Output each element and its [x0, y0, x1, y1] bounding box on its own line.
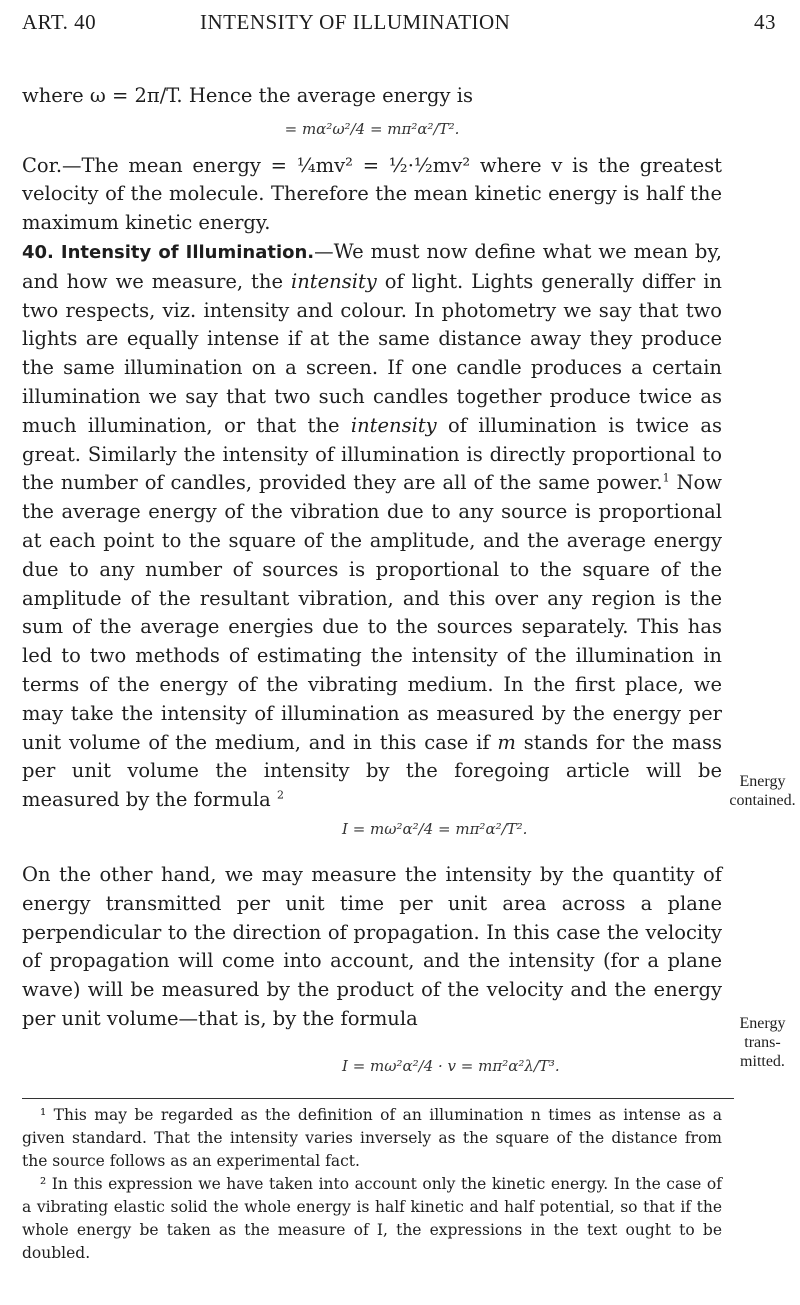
- equation-energy-transmitted-row: [22, 1034, 722, 1098]
- margin-note-energy-transmitted: Energy trans- mitted.: [739, 1015, 786, 1070]
- equation-average-energy: = mα²ω²/4 = mπ²α²/T².: [284, 119, 460, 138]
- main-text: [22, 82, 722, 1098]
- footnote-1: ¹ This may be regarded as the definition of an illumination n times as intense as a given standard. That the intensity varies inversely as the square of the distance from the source follows as an experimental fact.: [22, 1106, 722, 1170]
- transmitted-energy-paragraph: On the other hand, we may measure the intensity by the quantity of energy transmitted per unit time per unit area across a plane perpendicular to the direction of propagation. In this case the velocity of propagation will come into account, and the intensity (for a plane wave) will be measured by the product of the velocity and the energy per unit volume—that is, by the formula: [22, 862, 722, 1030]
- footnote-1-marker: 1: [662, 471, 670, 485]
- equation-energy-transmitted: I = mω²α²/4 · v = mπ²α²λ/T³.: [342, 1056, 560, 1075]
- equation-energy-contained: I = mω²α²/4 = mπ²α²/T².: [342, 819, 528, 838]
- intro-line: where ω = 2π/T. Hence the average energy is: [22, 84, 473, 107]
- article-reference: ART. 40: [22, 10, 97, 34]
- section-40-paragraph: 40. Intensity of Illumination.—We must now define what we mean by, and how we measure, the intensity of light. Lights generally differ in two respects, viz. intensity and colour. In photometry we say that two lights are equally intense if at the same distance away they produce the same illumination on a screen. If one candle produces a certain illumination we say that two such candles together produce twice as much illumination, or that the intensity of illumination is twice as great. Similarly the intensity of illumination is directly proportional to the number of candles, provided they are all of the same power.$^1$ Now the average energy of the vibration due to any source is proportional at each point to the square of the amplitude, and the average energy due to any number of sources is proportional to the square of the amplitude of the resultant vibration, and this over any region is the sum of the average energies due to the sources separately. This has led to two methods of estimating the intensity of the illumination in terms of the energy of the vibrating medium. In the first place, we may take the intensity of illumination as measured by the energy per unit volume of the medium, and in this case if m stands for the mass per unit volume the intensity by the foregoing article will be measured by the formula $^2$: [22, 239, 722, 812]
- corollary-paragraph: Cor.—The mean energy = ¼mv² = ½·½mv² where v is the greatest velocity of the molecule. Therefore the mean kinetic energy is half the maximum kinetic energy.: [22, 153, 722, 235]
- running-header: [22, 4, 776, 44]
- section-number: 40.: [22, 241, 54, 263]
- footnote-2: ² In this expression we have taken into account only the kinetic energy. In the case of a vibrating elastic solid the whole energy is half kinetic and half potential, so that if the whole energy be taken as the measure of I, the expressions in the text ought to be doubled.: [22, 1175, 722, 1262]
- footnotes: [22, 1104, 722, 1265]
- equation-energy-contained-row: [22, 815, 722, 861]
- margin-note-energy-contained: Energy contained.: [729, 773, 796, 809]
- footnote-2-marker: 2: [277, 788, 284, 802]
- page-number: 43: [754, 10, 776, 34]
- footnote-rule: [22, 1098, 734, 1099]
- section-title: Intensity of Illumination.: [60, 241, 315, 263]
- running-title: INTENSITY OF ILLUMINATION: [200, 10, 511, 34]
